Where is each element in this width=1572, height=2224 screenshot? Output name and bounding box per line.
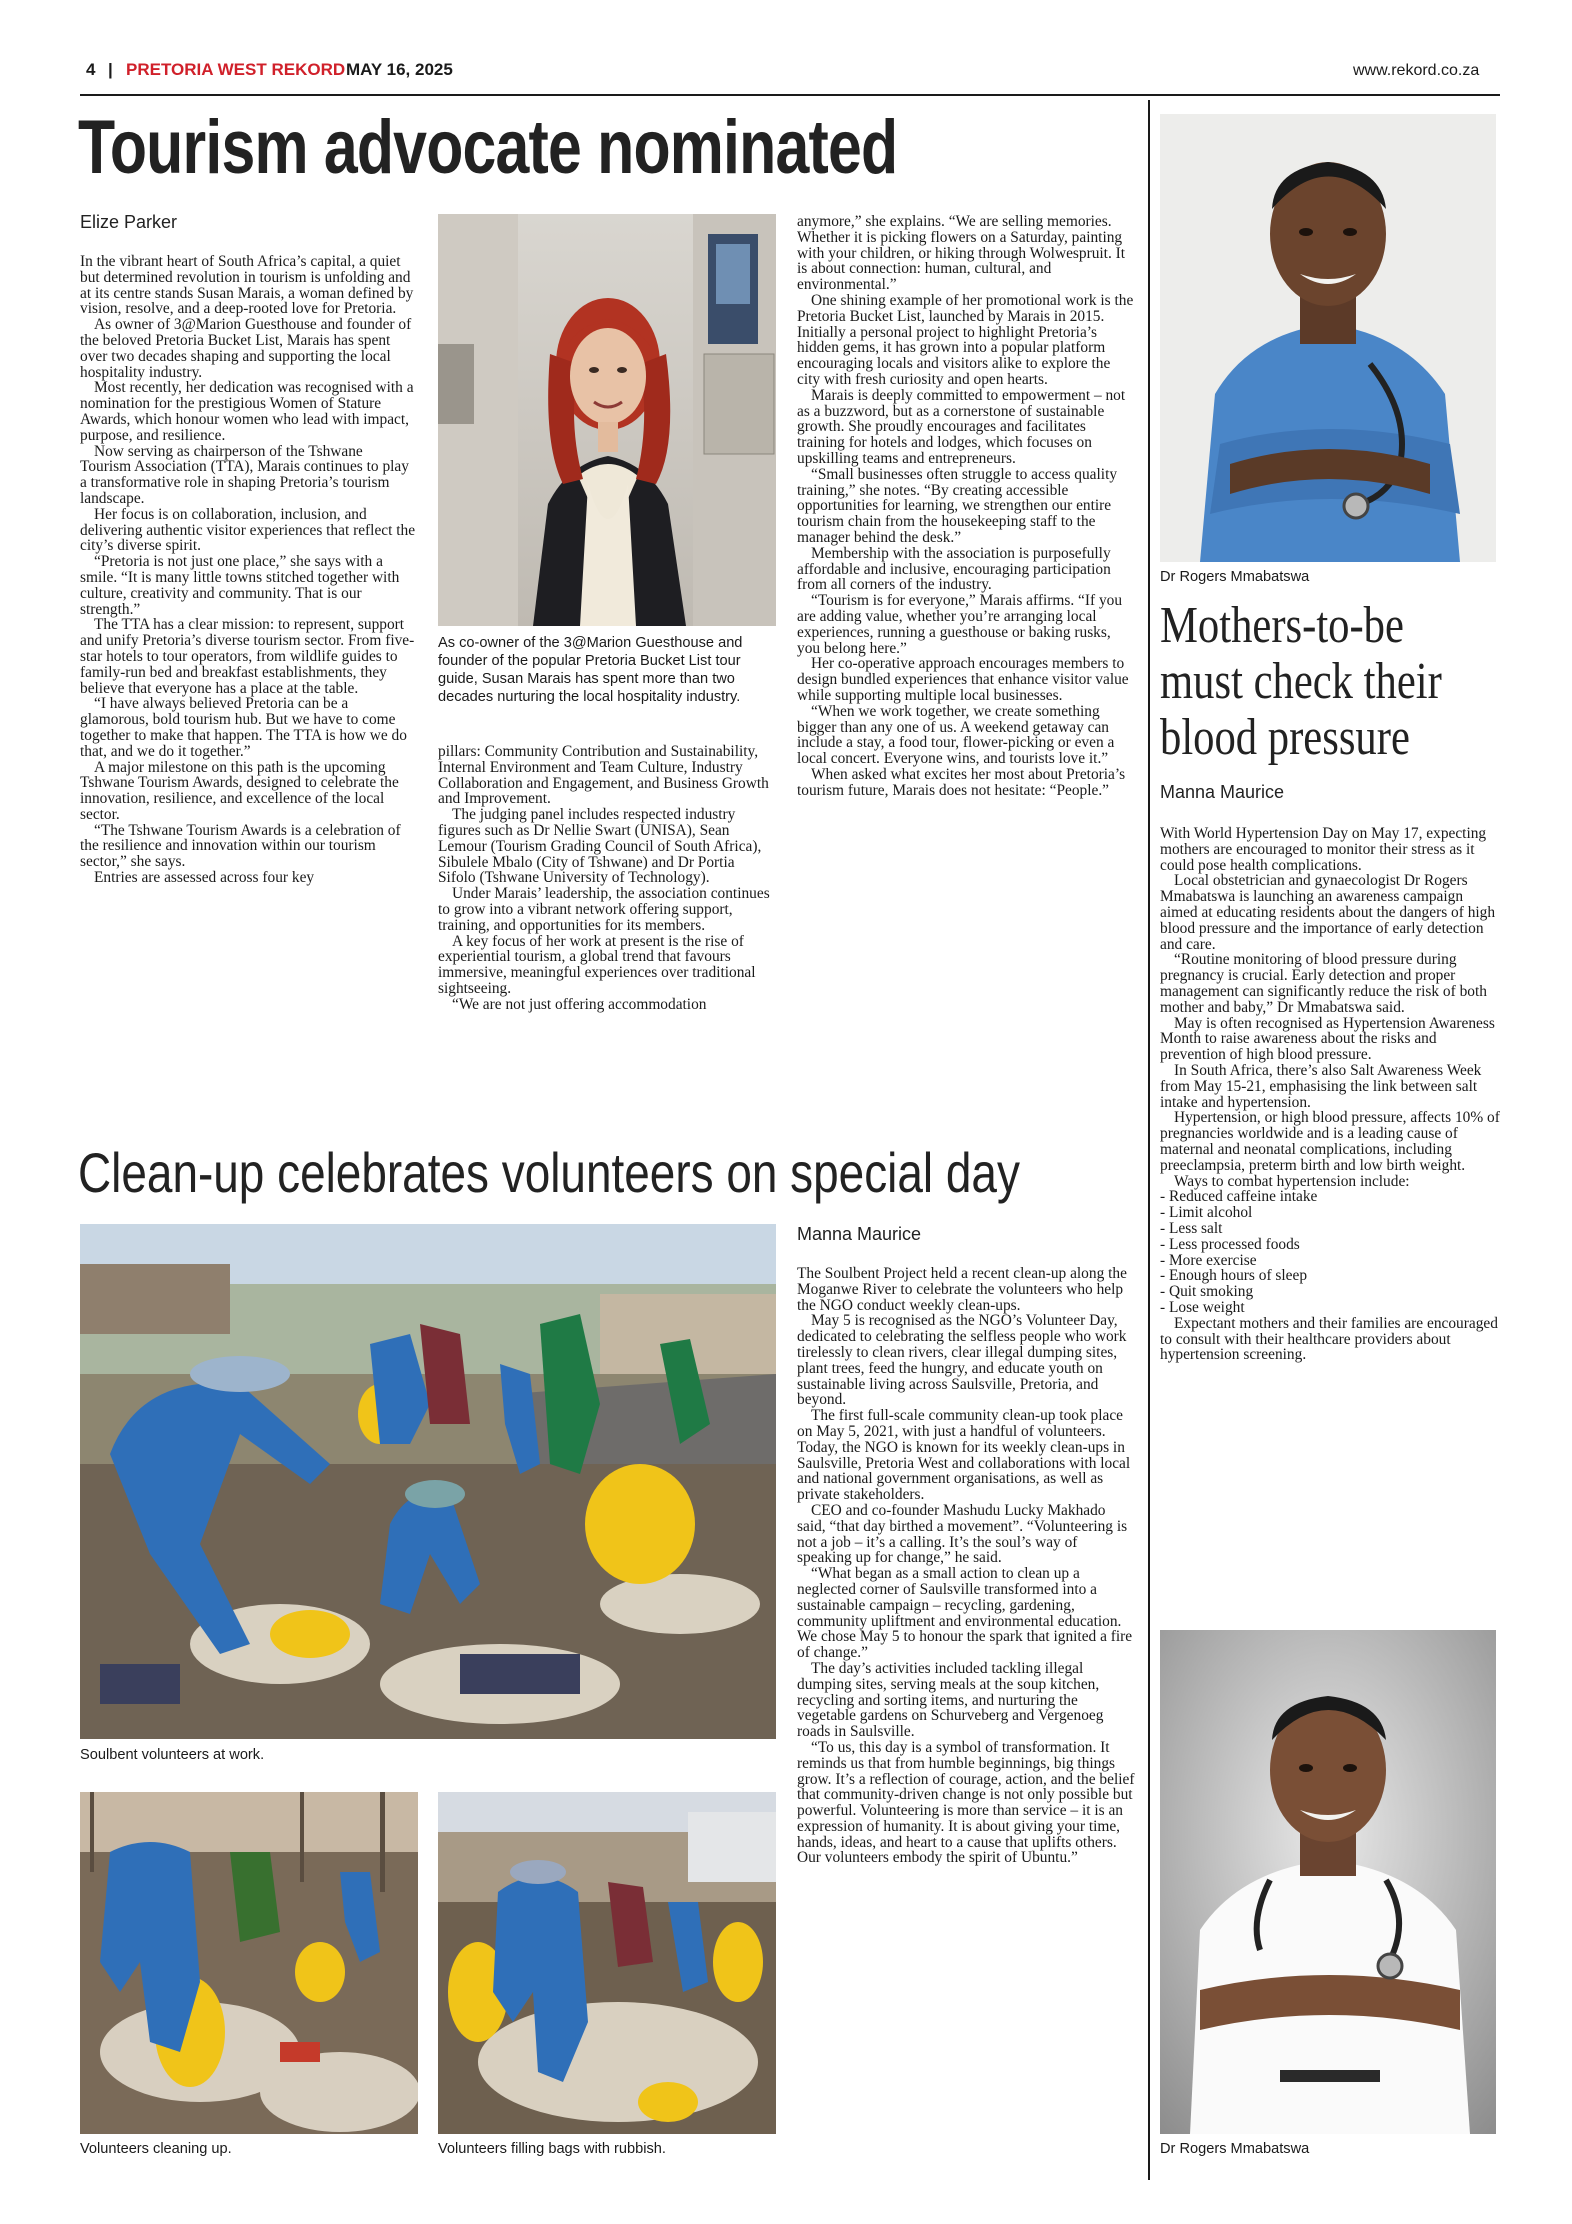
tourism-photo-caption: As co-owner of the 3@Marion Guesthouse and founder of the popular Pretoria Bucket List tour guide, Susan Marais has spent more than two decades nurturing the local hospitality industry.: [438, 635, 743, 705]
paragraph: May 5 is recognised as the NGO’s Volunteer Day, dedicated to celebrating the selfless people who work tirelessly to clean rivers, clear illegal dumping sites, plant trees, feed the hungry, and educate youth on sustainable living across Saulsville, Pretoria, and beyond.: [797, 1312, 1127, 1409]
paragraph: One shining example of her promotional work is the Pretoria Bucket List, launched by Marais in 2015. Initially a personal project to highlight Pretoria’s hidden gems, it has grown into a popular platform encouraging locals and visitors alike to explore the city with fresh curiosity and open hearts.: [797, 291, 1134, 388]
issue-date: MAY 16, 2025: [346, 60, 453, 79]
list-item: - More exercise: [1160, 1251, 1257, 1269]
paragraph: CEO and co-founder Mashudu Lucky Makhado said, “that day birthed a movement”. “Volunteering is not a job – it’s a calling. It’s the soul’s way of speaking up for change,” he said.: [797, 1501, 1128, 1567]
paragraph: Ways to combat hypertension include:: [1174, 1172, 1410, 1190]
tourism-headline: Tourism advocate nominated: [78, 105, 898, 190]
paragraph: anymore,” she explains. “We are selling memories. Whether it is picking flowers on a Saturday, painting with your children, or hiking through Wolwespruit. It is about connection: human, cultural, and environmental.”: [797, 213, 1126, 294]
tourism-column-2: [438, 744, 776, 1013]
paragraph: pillars: Community Contribution and Sustainability, Internal Environment and Team Culture, Industry Collaboration and Engagement, and Business Growth and Improvement.: [438, 743, 769, 808]
cleanup-main-photo: [80, 1224, 776, 1739]
paragraph: In South Africa, there’s also Salt Awareness Week from May 15-21, emphasising the link between salt intake and hypertension.: [1160, 1061, 1482, 1111]
cleanup-right-photo: [438, 1792, 776, 2134]
list-item: - Less salt: [1160, 1219, 1223, 1237]
cleanup-body: [797, 1266, 1135, 1866]
paragraph: “Small businesses often struggle to access quality training,” she notes. “By creating accessible opportunities for learning, we strengthen our entire tourism chain from the housekeeping staff to the manager behind the desk.”: [797, 465, 1118, 546]
column-divider: [1148, 100, 1150, 2180]
masthead-separator: |: [108, 60, 113, 79]
dr-photo-caption-bottom: Dr Rogers Mmabatswa: [1160, 2141, 1310, 2157]
list-item: - Enough hours of sleep: [1160, 1267, 1308, 1285]
paragraph: The judging panel includes respected industry figures such as Dr Nellie Swart (UNISA), Sean Lemour (Tourism Grading Council of South Africa), Sibulele Mbalo (City of Tshwane) and Dr Portia Sifolo (Tshwane University of Technology).: [438, 806, 762, 887]
bp-byline: Manna Maurice: [1160, 782, 1285, 802]
cleanup-byline: Manna Maurice: [797, 1224, 922, 1244]
paragraph: The TTA has a clear mission: to represent, support and unify Pretoria’s diverse tourism sector. From five-star hotels to tour operators, from wildlife guides to family-run bed and breakfast establishments, they believe that everyone has a place at the table.: [80, 616, 415, 697]
paragraph: When asked what excites her most about Pretoria’s tourism future, Marais does not hesitate: “People.”: [797, 765, 1126, 799]
list-item: - Lose weight: [1160, 1298, 1245, 1316]
bp-body: [1160, 826, 1500, 1363]
paragraph: “Tourism is for everyone,” Marais affirms. “If you are adding value, whether you’re arranging local experiences, running a guesthouse or baking rusks, you belong here.”: [797, 592, 1123, 657]
cleanup-right-caption: Volunteers filling bags with rubbish.: [438, 2141, 666, 2157]
paragraph: A key focus of her work at present is the rise of experiential tourism, a global trend that favours immersive, meaningful experiences over traditional sightseeing.: [438, 932, 756, 997]
paragraph: Now serving as chairperson of the Tshwane Tourism Association (TTA), Marais continues to play a transformative role in shaping Pretoria’s tourism landscape.: [80, 442, 409, 507]
paragraph: “Pretoria is not just one place,” she says with a smile. “It is many little towns stitched together with culture, creativity and community. That is our strength.”: [80, 553, 400, 618]
paragraph: Entries are assessed across four key: [94, 869, 315, 887]
paragraph: With World Hypertension Day on May 17, expecting mothers are encouraged to monitor their stress as it could pose health complications.: [1160, 825, 1487, 874]
paragraph: Most recently, her dedication was recognised with a nomination for the prestigious Women of Stature Awards, which honour women who lead with impact, purpose, and resilience.: [80, 379, 414, 444]
paragraph: May is often recognised as Hypertension Awareness Month to raise awareness about the risks and prevention of high blood pressure.: [1160, 1014, 1495, 1064]
paragraph: “We are not just offering accommodation: [452, 995, 707, 1013]
dr-mmabatswa-photo-bottom: [1160, 1630, 1496, 2134]
list-item: - Limit alcohol: [1160, 1204, 1253, 1222]
paragraph: Her focus is on collaboration, inclusion, and delivering authentic visitor experiences that reflect the city’s diverse spirit.: [80, 505, 416, 555]
paragraph: A major milestone on this path is the upcoming Tshwane Tourism Awards, designed to celebrate the innovation, resilience, and excellence of the local sector.: [80, 758, 399, 823]
paragraph: “I have always believed Pretoria can be a glamorous, bold tourism hub. But we have to come together to make that happen. The TTA is how we do that, and we do it together.”: [80, 695, 407, 760]
paragraph: Membership with the association is purposefully affordable and inclusive, encouraging participation from all corners of the industry.: [797, 544, 1111, 594]
paragraph: The first full-scale community clean-up took place on May 5, 2021, with just a handful of volunteers. Today, the NGO is known for its weekly clean-ups in Saulsville, Pretoria West and collaborations with local and national government organisations, as well as private stakeholders.: [797, 1407, 1131, 1504]
susan-marais-photo: [438, 214, 776, 626]
cleanup-left-caption: Volunteers cleaning up.: [80, 2141, 232, 2157]
cleanup-left-photo: [80, 1792, 418, 2134]
website-link[interactable]: www.rekord.co.za: [1353, 62, 1480, 79]
cleanup-main-caption: Soulbent volunteers at work.: [80, 1747, 265, 1763]
paragraph: “What began as a small action to clean up a neglected corner of Saulsville transformed into a sustainable campaign – recycling, gardening, community upliftment and environmental education. We chose May 5 to honour the spark that ignited a fire of change.”: [797, 1565, 1133, 1662]
dr-photo-caption-top: Dr Rogers Mmabatswa: [1160, 569, 1310, 585]
bp-headline: [1160, 598, 1472, 766]
paragraph: “When we work together, we create something bigger than any one of us. A weekend getaway can include a stay, a food tour, flower-picking or even a local concert. Everyone wins, and tourists love it.”: [797, 702, 1115, 768]
paragraph: “To us, this day is a symbol of transformation. It reminds us that from humble beginnings, big things grow. It’s a reflection of courage, action, and the belief that community-driven change is not only possible but powerful. Volunteering is more than service – it is an expression of humanity. It is about giving your time, hands, ideas, and heart to a cause that uplifts others. Our volunteers embody the spirit of Ubuntu.”: [797, 1738, 1135, 1867]
paragraph: Her co-operative approach encourages members to design bundled experiences that enhance visitor value while supporting multiple local businesses.: [797, 655, 1129, 704]
list-item: - Less processed foods: [1160, 1235, 1300, 1253]
bp-headline-line: Mothers-to-be: [1160, 597, 1404, 654]
paragraph: As owner of 3@Marion Guesthouse and founder of the beloved Pretoria Bucket List, Marais has spent over two decades shaping and supporting the local hospitality industry.: [80, 316, 412, 381]
bp-headline-line: blood pressure: [1160, 709, 1410, 766]
paragraph: “The Tshwane Tourism Awards is a celebration of the resilience and innovation within our tourism sector,” she says.: [80, 821, 401, 871]
tourism-byline: Elize Parker: [80, 212, 178, 232]
paragraph: “Routine monitoring of blood pressure during pregnancy is crucial. Early detection and proper management can significantly reduce the risk of both mother and baby,” Dr Mmabatswa said.: [1160, 951, 1487, 1016]
list-item: - Reduced caffeine intake: [1160, 1188, 1318, 1206]
paragraph: Expectant mothers and their families are encouraged to consult with their healthcare providers about hypertension screening.: [1160, 1314, 1498, 1364]
list-item: - Quit smoking: [1160, 1283, 1254, 1301]
masthead-rule: [80, 94, 1500, 96]
paragraph: The Soulbent Project held a recent clean-up along the Moganwe River to celebrate the volunteers who help the NGO conduct weekly clean-ups.: [797, 1265, 1127, 1314]
paragraph: Hypertension, or high blood pressure, affects 10% of pregnancies worldwide and is a leading cause of maternal and neonatal complications, including preeclampsia, preterm birth and low birth weight.: [1160, 1109, 1500, 1174]
paragraph: Under Marais’ leadership, the association continues to grow into a vibrant network offering support, training, and opportunities for its members.: [438, 885, 770, 934]
cleanup-headline: Clean-up celebrates volunteers on special day: [78, 1141, 1020, 1204]
page-number: 4: [86, 60, 96, 79]
paragraph: In the vibrant heart of South Africa’s capital, a quiet but determined revolution in tourism is unfolding and at its centre stands Susan Marais, a woman defined by vision, resolve, and a deep-rooted love for Pretoria.: [80, 253, 414, 318]
tourism-column-3: [797, 214, 1135, 798]
bp-headline-line: must check their: [1160, 653, 1442, 710]
paragraph: Local obstetrician and gynaecologist Dr Rogers Mmabatswa is launching an awareness campaign aimed at educating residents about the dangers of high blood pressure and the importance of early detection and care.: [1160, 872, 1496, 953]
dr-mmabatswa-photo-top: [1160, 114, 1496, 562]
paragraph: The day’s activities included tackling illegal dumping sites, serving meals at the soup kitchen, recycling and sorting items, and nurturing the vegetable gardens on Schurveberg and Vergenoeg roads in Saulsville.: [797, 1659, 1104, 1741]
publication-name: PRETORIA WEST REKORD: [126, 60, 346, 79]
paragraph: Marais is deeply committed to empowerment – not as a buzzword, but as a cornerstone of sustainable growth. She proudly encourages and facilitates training for hotels and lodges, which focuses on upskilling teams and entrepreneurs.: [797, 386, 1126, 467]
tourism-column-1: [80, 254, 416, 886]
